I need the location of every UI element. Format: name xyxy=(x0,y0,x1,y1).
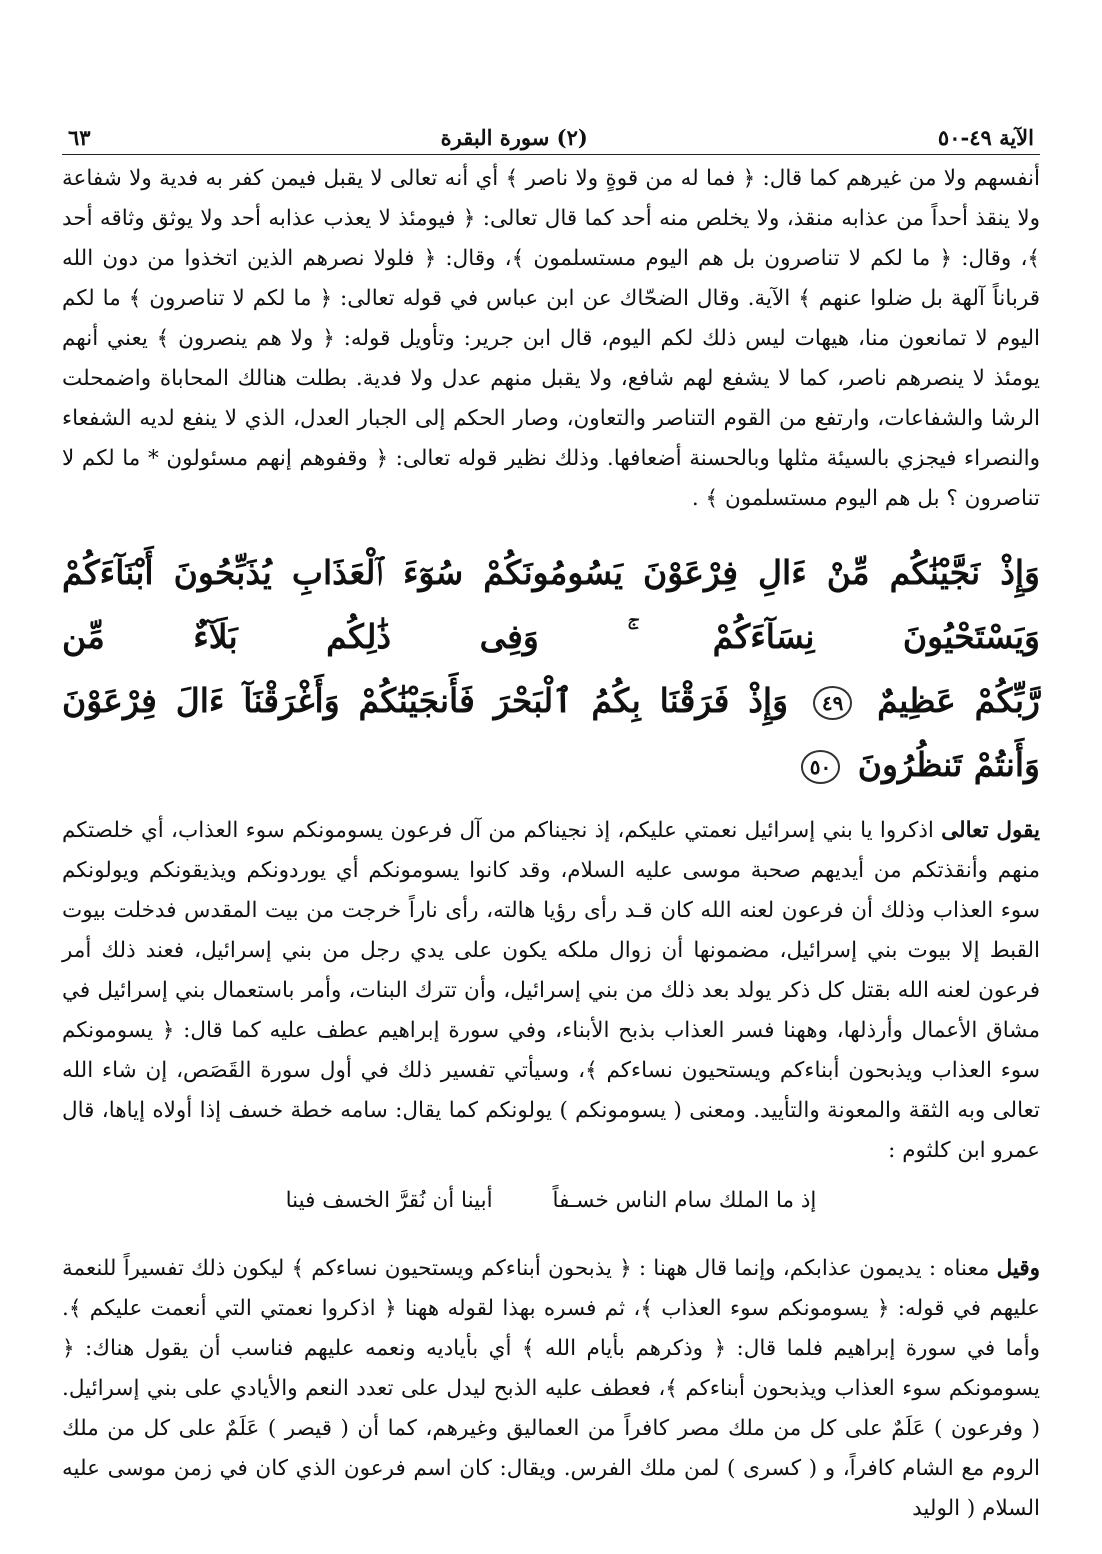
ayah-number-50: ٥٠ xyxy=(801,750,840,784)
verse-second-hemistich: أبينا أن نُقرَّ الخسف فينا xyxy=(285,1188,493,1213)
verse-first-hemistich: إذ ما الملك سام الناس خسـفاً xyxy=(552,1188,817,1213)
paragraph-continuation: أنفسهم ولا من غيرهم كما قال: ﴿ فما له من قوةٍ ولا ناصر ﴾ أي أنه تعالى لا يقبل فيمن كفر به فدية ولا شفاعة ولا ينقذ أحداً من عذابه منقذ، ولا يخلص منه أحد كما قال تعالى: ﴿ فيومئذ لا يعذب عذابه أحد ولا يوثق وثاقه أحد ﴾، وقال: ﴿ ما لكم لا تناصرون بل هم اليوم مستسلمون ﴾، وقال: ﴿ فلولا نصرهم الذين اتخذوا من دون الله قرباناً آلهة بل ضلوا عنهم ﴾ الآية. وقال الضحّاك عن ابن عباس في قوله تعالى: ﴿ ما لكم لا تناصرون ﴾ ما لكم اليوم لا تمانعون منا، هيهات ليس ذلك لكم اليوم، قال ابن جرير: وتأويل قوله: ﴿ ولا هم ينصرون ﴾ يعني أنهم يومئذ لا ينصرهم ناصر، كما لا يشفع لهم شافع، ولا يقبل منهم عدل ولا فدية. بطلت هنالك المحاباة واضمحلت الرشا والشفاعات، وارتفع من القوم التناصر والتعاون، وصار الحكم إلى الجبار العدل، الذي لا ينفع لديه الشفعاء والنصراء فيجزي بالسيئة مثلها وبالحسنة أضعافها. وذلك نظير قوله تعالى: ﴿ وقفوهم إنهم مسئولون * ما لكم لا تناصرون ؟ بل هم اليوم مستسلمون ﴾ . xyxy=(62,166,1040,511)
paragraph-lead: يقول تعالى xyxy=(941,818,1041,843)
quran-verses xyxy=(62,541,1040,797)
quran-line-2-text: رَّبِّكُمْ عَظِيمٌ xyxy=(877,681,1040,720)
ayah-number-49: ٤٩ xyxy=(813,686,852,720)
quran-line-3-text: وَإِذْ فَرَقْنَا بِكُمُ ٱلْبَحْرَ فَأَنجَيْنَٰكُمْ وَأَغْرَقْنَآ ءَالَ فِرْعَوْنَ وَأَنتُمْ تَنظُرُونَ xyxy=(62,681,1040,784)
tafsir-paragraph xyxy=(62,811,1040,1171)
tafsir-paragraph-2 xyxy=(62,1249,1040,1529)
quran-line-2 xyxy=(62,669,1040,797)
running-header xyxy=(62,112,1040,155)
surah-title: (٢) سورة البقرة xyxy=(440,125,588,150)
ayah-range: الآية ٤٩-٥٠ xyxy=(937,125,1034,150)
paragraph-lead-2: وقيل xyxy=(996,1256,1040,1281)
quran-line-1: وَإِذْ نَجَّيْنَٰكُم مِّنْ ءَالِ فِرْعَوْنَ يَسُومُونَكُمْ سُوٓءَ ٱلْعَذَابِ يُذَبِّحُونَ أَبْنَآءَكُمْ وَيَسْتَحْيُونَ نِسَآءَكُمْ ۚ وَفِى ذَٰلِكُم بَلَآءٌ مِّن xyxy=(62,553,1040,656)
paragraph-body: اذكروا يا بني إسرائيل نعمتي عليكم، إذ نجيناكم من آل فرعون يسومونكم سوء العذاب، أي خلصتكم منهم وأنقذتكم من أيديهم صحبة موسى عليه السلام، وقد كانوا يسومونكم أي يوردونكم ويذيقونكم ويولونكم سوء العذاب وذلك أن فرعون لعنه الله كان قـد رأى رؤيا هالته، رأى ناراً خرجت من بيت المقدس فدخلت بيوت القبط إلا بيوت بني إسرائيل، مضمونها أن زوال ملكه يكون على يدي رجل من بني إسرائيل، فعند ذلك أمر فرعون لعنه الله بقتل كل ذكر يولد بعد ذلك من بني إسرائيل، وأن تترك البنات، وأمر باستعمال بني إسرائيل في مشاق الأعمال وأرذلها، وههنا فسر العذاب بذبح الأبناء، وفي سورة إبراهيم عطف عليه كما قال: ﴿ يسومونكم سوء العذاب ويذبحون أبناءكم ويستحيون نساءكم ﴾، وسيأتي تفسير ذلك في أول سورة القَصَص، إن شاء الله تعالى وبه الثقة والمعونة والتأييد. ومعنى ( يسومونكم ) يولونكم كما يقال: سامه خطة خسف إذا أولاه إياها، قال عمرو ابن كلثوم : xyxy=(62,818,1040,1163)
page-number: ٦٣ xyxy=(68,125,91,150)
poetry-verse xyxy=(62,1181,1040,1221)
paragraph-body-2: معناه : يديمون عذابكم، وإنما قال ههنا : ﴿ يذبحون أبناءكم ويستحيون نساءكم ﴾ ليكون ذلك تفسيراً للنعمة عليهم في قوله: ﴿ يسومونكم سوء العذاب ﴾، ثم فسره بهذا لقوله ههنا ﴿ اذكروا نعمتي التي أنعمت عليكم ﴾. وأما في سورة إبراهيم فلما قال: ﴿ وذكرهم بأيام الله ﴾ أي بأياديه ونعمه عليهم فناسب أن يقول هناك: ﴿ يسومونكم سوء العذاب ويذبحون أبناءكم ﴾، فعطف عليه الذبح ليدل على تعدد النعم والأيادي على بني إسرائيل. ( وفرعون ) عَلَمٌ على كل من ملك مصر كافراً من العماليق وغيرهم، كما أن ( قيصر ) عَلَمٌ على كل من ملك الروم مع الشام كافراً، و ( كسرى ) لمن ملك الفرس. ويقال: كان اسم فرعون الذي كان في زمن موسى عليه السلام ( الوليد xyxy=(62,1256,1040,1521)
